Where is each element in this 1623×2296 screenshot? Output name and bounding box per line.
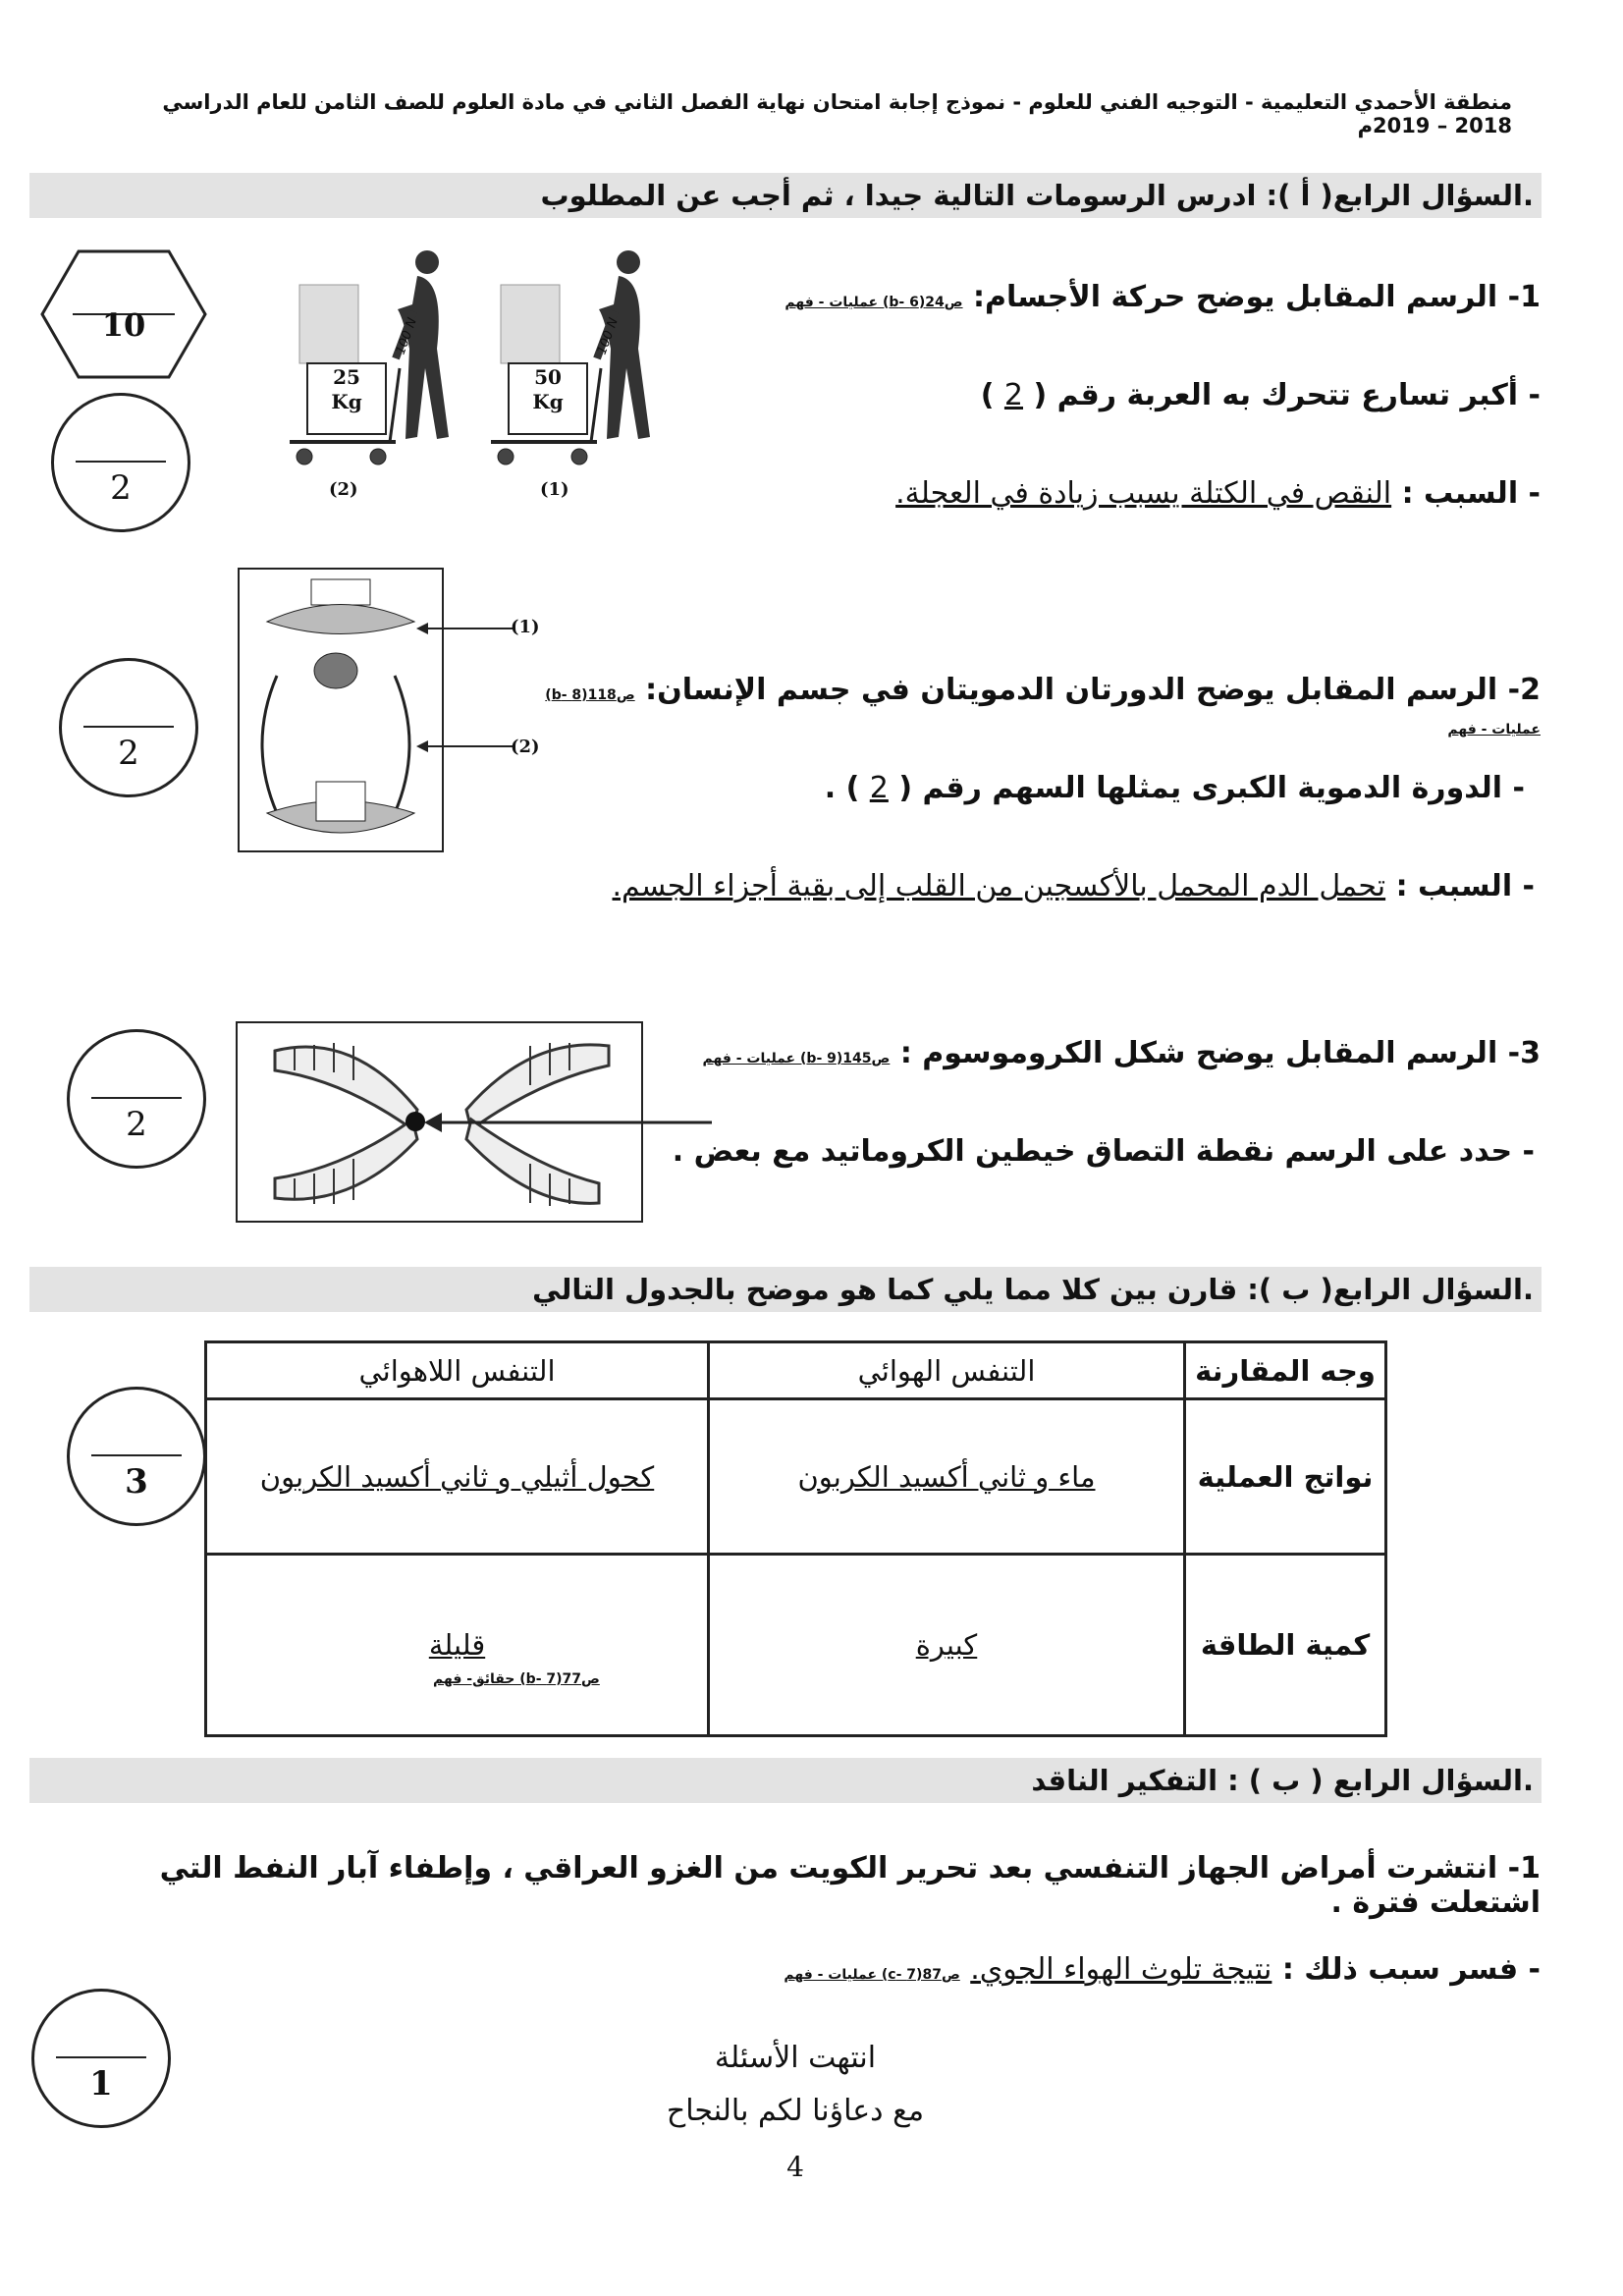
q1-score: 2 [110, 468, 132, 508]
cart-2 [290, 250, 449, 465]
q3-ref: ص145(9 -b) عمليات - فهم [702, 1051, 891, 1066]
arrow-2-label: (2) [511, 737, 540, 757]
cart-1-mass: 50 [534, 365, 562, 389]
q3-line1: - حدد على الرسم نقطة التصاق خيطين الكروماتيد مع بعض . [672, 1134, 1535, 1169]
page-header: منطقة الأحمدي التعليمية - التوجيه الفني للعلوم - نموذج إجابة امتحان نهاية الفصل الثاني في مادة العلوم للصف الثامن للعام الدراسي 2018 – 2019م [162, 90, 1512, 137]
circulation-arrows [412, 609, 520, 756]
q3-score: 2 [126, 1105, 147, 1144]
section-c-band [29, 1758, 1542, 1803]
q2-ref: ص118(8 -b) عمليات - فهم [545, 687, 1541, 738]
q2-line2: - السبب : تحمل الدم المحمل بالأكسجين من القلب إلى بقية أجزاء الجسم. [612, 869, 1535, 903]
table-cell-energy-anaerobic [206, 1555, 709, 1736]
q2-answer2: تحمل الدم المحمل بالأكسجين من القلب إلى بقية أجزاء الجسم. [612, 869, 1386, 903]
q2-score-circle [59, 658, 198, 797]
q1-ref: ص24(6 -b) عمليات - فهم [784, 295, 963, 310]
page-number: 4 [786, 2151, 804, 2183]
comparison-score-circle [67, 1387, 206, 1526]
critical-thinking-answer-line: - فسر سبب ذلك : نتيجة تلوث الهواء الجوي. ص87(7 -c) عمليات - فهم [784, 1952, 1541, 1987]
arrow-1-label: (1) [511, 617, 540, 637]
q1-score-circle [51, 393, 190, 532]
cart-2-mass: 25 [333, 365, 360, 389]
table-header: التنفس الهوائي [709, 1342, 1185, 1399]
section-a-band [29, 173, 1542, 218]
total-score: 10 [101, 306, 146, 344]
cart-2-label: (2) [329, 479, 358, 500]
cart-1-label: (1) [540, 479, 569, 500]
q2-line1: - الدورة الدموية الكبرى يمثلها السهم رقم ( 2 ) . [824, 771, 1525, 805]
section-a-title: السؤال الرابع( أ ): ادرس الرسومات التالية جيدا ، ثم أجب عن المطلوب. [540, 179, 1534, 212]
critical-thinking-score-circle [31, 1989, 171, 2128]
q2-answer1: 2 [869, 771, 889, 805]
critical-thinking-question: 1- انتشرت أمراض الجهاز التنفسي بعد تحرير الكويت من الغزو العراقي ، وإطفاء آبار النفط التي اشتعلت فترة . [159, 1851, 1541, 1920]
section-b-title: السؤال الرابع( ب ): قارن بين كلا مما يلي كما هو موضح بالجدول التالي. [532, 1273, 1534, 1306]
critical-thinking-score: 1 [89, 2064, 113, 2104]
q1-line1: - أكبر تسارع تتحرك به العربة رقم ( 2 ) [980, 378, 1541, 412]
q3-score-circle [67, 1029, 206, 1169]
section-b-band [29, 1267, 1542, 1312]
table-row-label: كمية الطاقة [1185, 1555, 1386, 1736]
table-header: التنفس اللاهوائي [206, 1342, 709, 1399]
cart-1-unit: Kg [532, 390, 564, 413]
cart-1-force: 100 N [594, 315, 622, 357]
section-c-title: السؤال الرابع ( ب ) : التفكير الناقد. [1031, 1764, 1534, 1797]
good-luck-wish: مع دعاؤنا لكم بالنجاح [666, 2094, 925, 2128]
q3-stem: 3- الرسم المقابل يوضح شكل الكروموسوم : ص145(9 -b) عمليات - فهم [702, 1036, 1541, 1070]
q1-answer1: 2 [1003, 378, 1024, 412]
table-cell: كحول أثيلي و ثاني أكسيد الكربون [206, 1399, 709, 1555]
comparison-table [204, 1340, 1387, 1737]
cart-2-force: 100 N [393, 315, 420, 357]
critical-thinking-ref: ص87(7 -c) عمليات - فهم [784, 1967, 960, 1983]
table-ref: ص77(7 -b) حقائق- فهم [433, 1671, 600, 1687]
comparison-score: 3 [125, 1462, 148, 1502]
table-cell: ماء و ثاني أكسيد الكربون [709, 1399, 1185, 1555]
table-header: وجه المقارنة [1185, 1342, 1386, 1399]
q1-stem: 1- الرسم المقابل يوضح حركة الأجسام: ص24(6 -b) عمليات - فهم [784, 280, 1541, 314]
table-cell: كبيرة [709, 1555, 1185, 1736]
cart-2-unit: Kg [331, 390, 362, 413]
table-row-label: نواتج العملية [1185, 1399, 1386, 1555]
end-of-questions: انتهت الأسئلة [714, 2041, 877, 2075]
q2-stem: 2- الرسم المقابل يوضح الدورتان الدمويتان في جسم الإنسان: ص118(8 -b) عمليات - فهم [545, 673, 1541, 738]
q2-score: 2 [118, 734, 139, 773]
critical-thinking-answer: نتيجة تلوث الهواء الجوي. [970, 1952, 1272, 1987]
q1-line2: - السبب : النقص في الكتلة يسبب زيادة في العجلة. [895, 476, 1541, 511]
q1-answer2: النقص في الكتلة يسبب زيادة في العجلة. [895, 476, 1392, 511]
table-cell: قليلة [428, 1628, 486, 1662]
